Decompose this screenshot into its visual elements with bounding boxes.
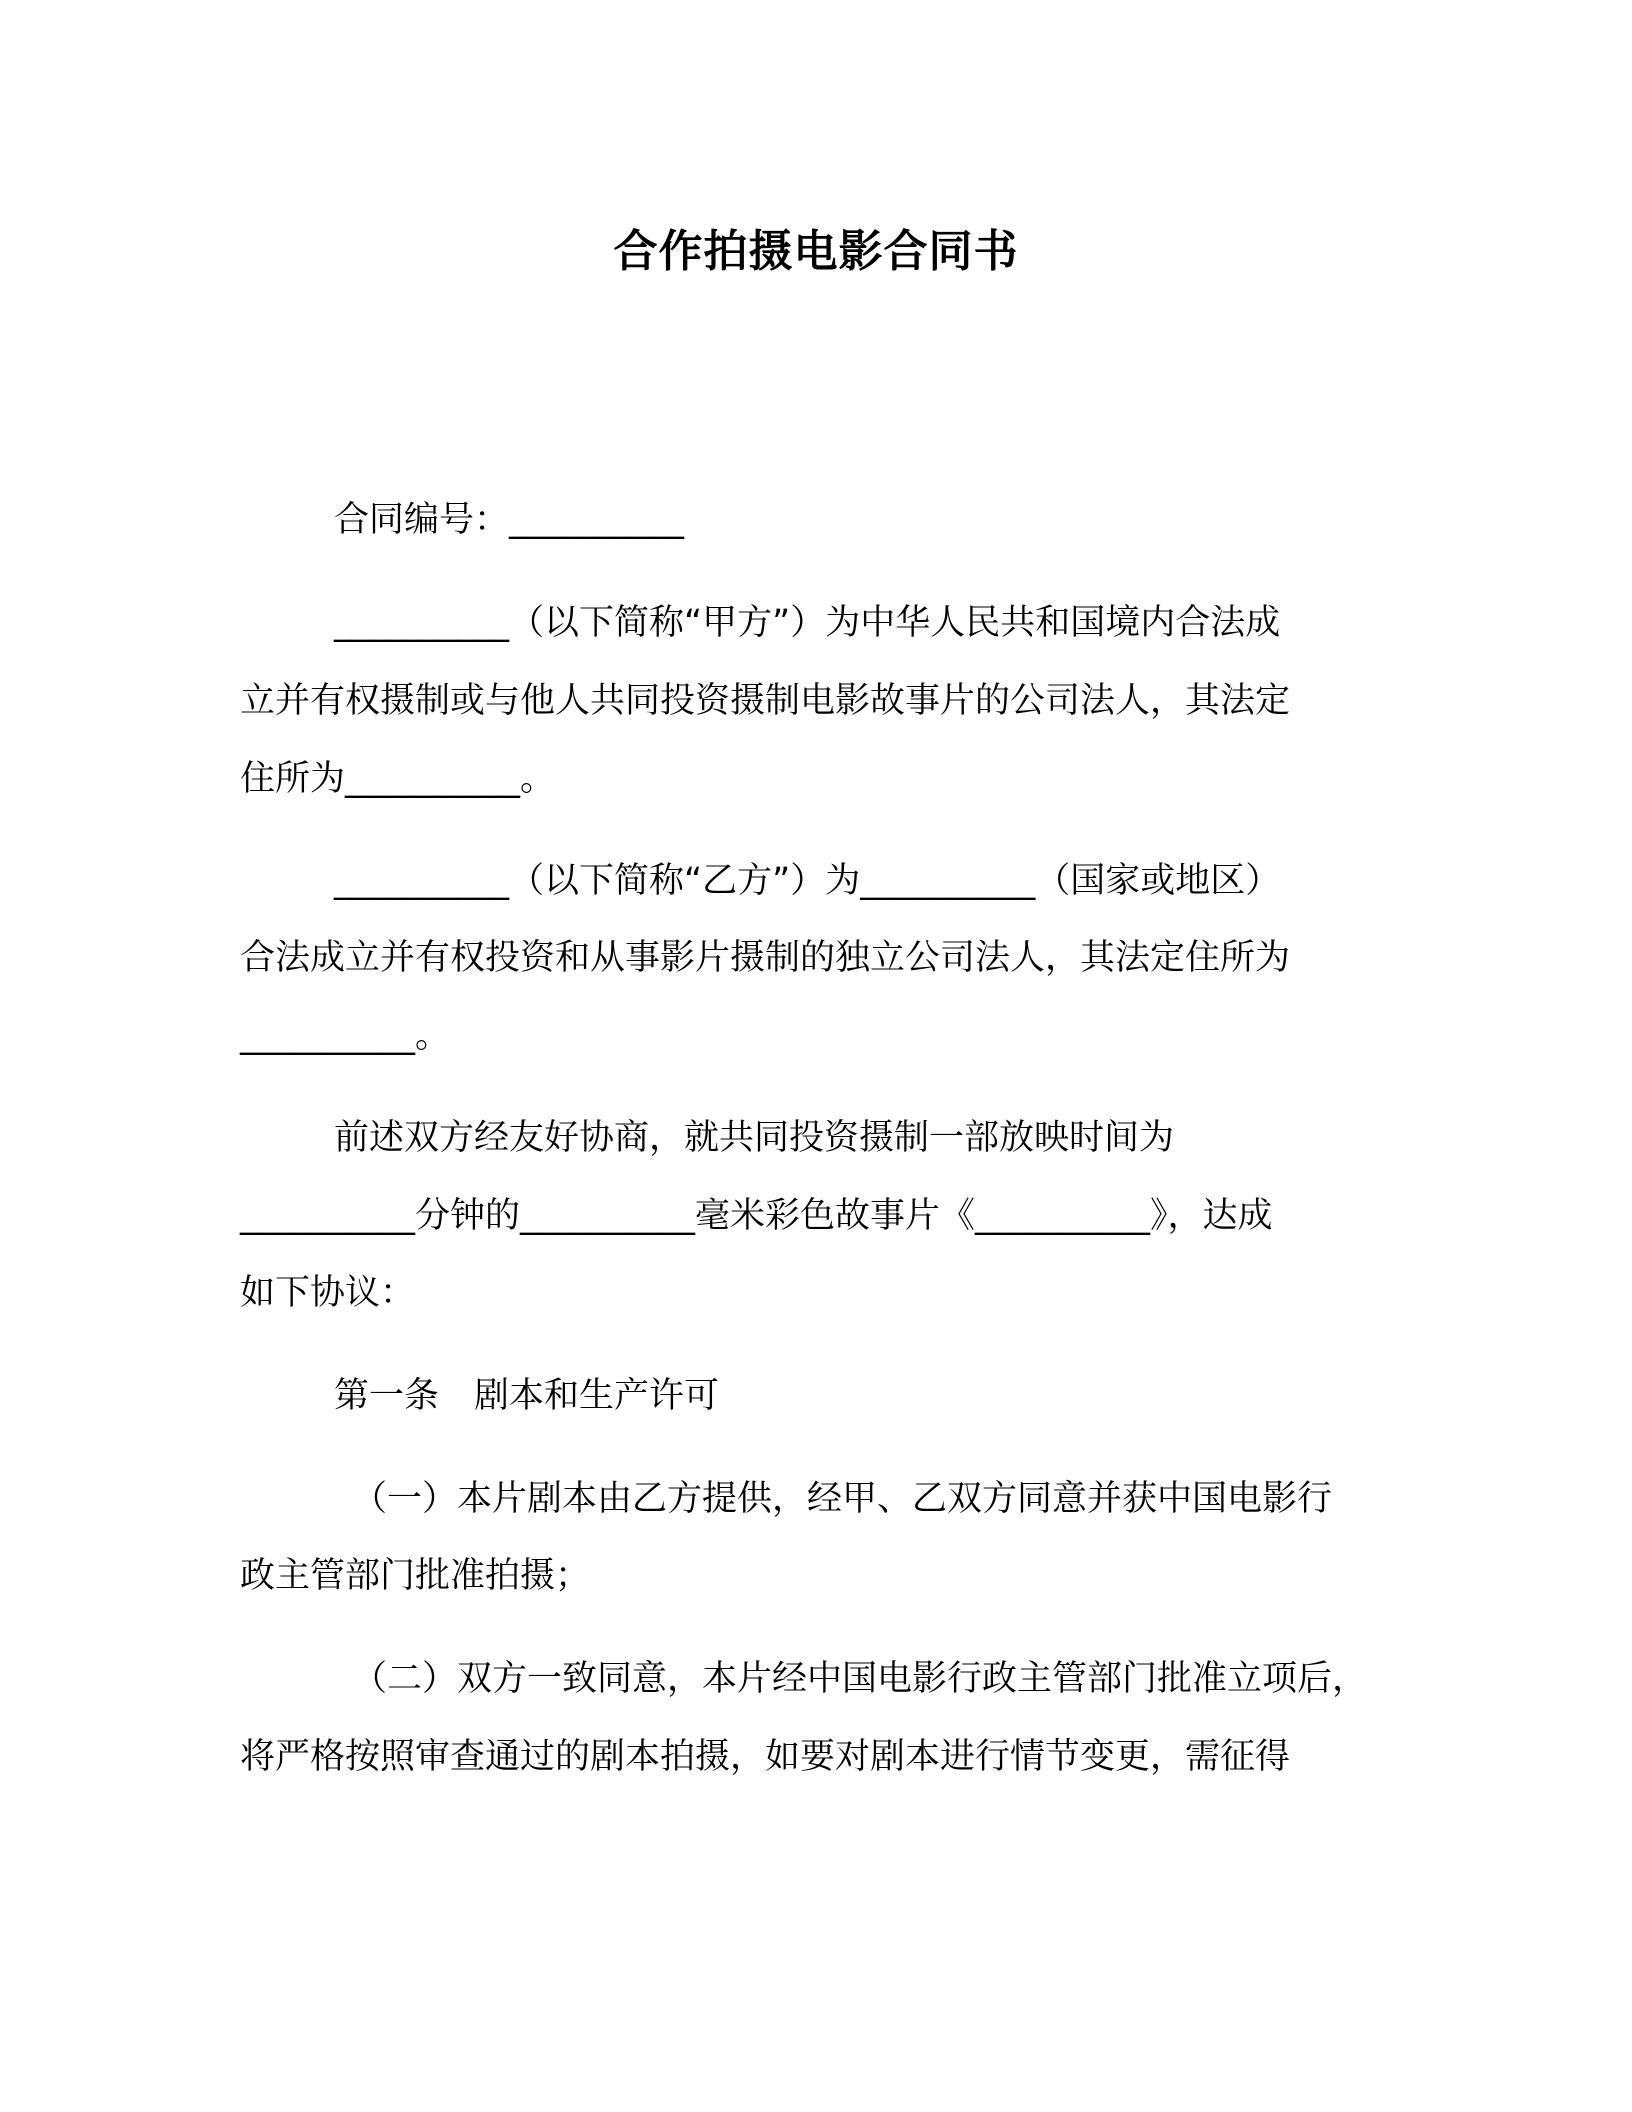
party-a-line-3: 住所为__________。 [240,759,556,799]
document-title: 合作拍摄电影合同书 [613,226,1019,277]
preamble-line-1: 前述双方经友好协商，就共同投资摄制一部放映时间为 [334,1118,1175,1158]
contract-number-line: 合同编号：__________ [334,500,685,540]
party-b-line-1: __________（以下简称“乙方”）为__________（国家或地区） [334,861,1281,901]
article-1-item-2-line-1: （二）双方一致同意，本片经中国电影行政主管部门批准立项后， [352,1659,1368,1699]
party-b-line-2: 合法成立并有权投资和从事影片摄制的独立公司法人，其法定住所为 [240,938,1291,978]
party-a-line-1: __________（以下简称“甲方”）为中华人民共和国境内合法成 [334,603,1281,643]
party-a-line-2: 立并有权摄制或与他人共同投资摄制电影故事片的公司法人，其法定 [240,681,1291,721]
preamble-line-3: 如下协议： [240,1273,416,1313]
article-1-item-1-line-1: （一）本片剧本由乙方提供，经甲、乙双方同意并获中国电影行 [352,1479,1333,1519]
article-1-item-1-line-2: 政主管部门批准拍摄； [240,1556,591,1596]
article-1-heading: 第一条 剧本和生产许可 [334,1376,720,1416]
party-b-line-3: __________。 [240,1016,451,1056]
preamble-line-2: __________分钟的__________毫米彩色故事片《__________》，达成 [240,1196,1273,1236]
article-1-item-2-line-2: 将严格按照审查通过的剧本拍摄，如要对剧本进行情节变更，需征得 [240,1737,1291,1777]
